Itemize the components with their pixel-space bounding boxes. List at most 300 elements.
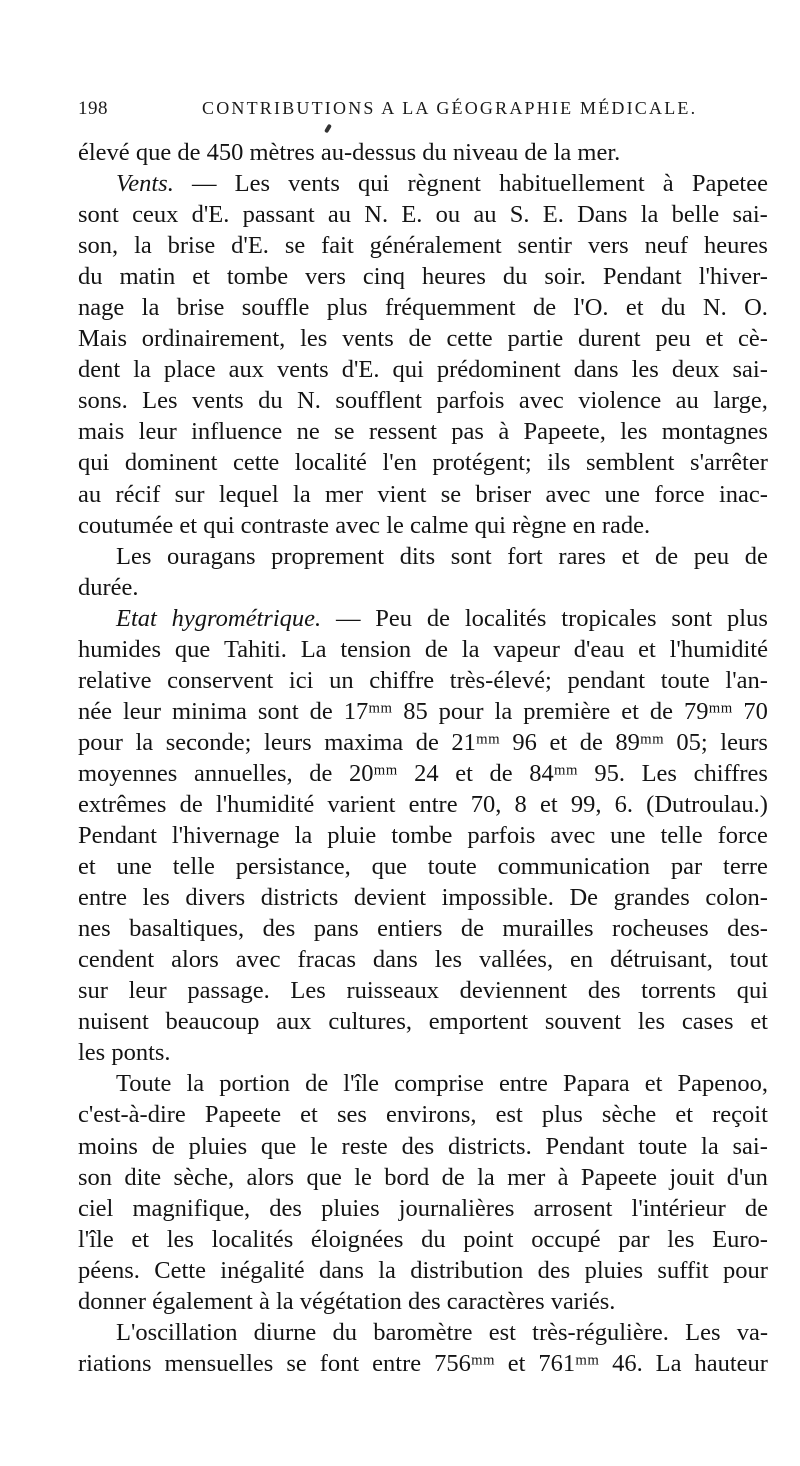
word: Mais <box>78 325 127 353</box>
text-line <box>78 851 768 882</box>
word: inac- <box>718 480 768 508</box>
word: baromètre <box>373 1318 473 1346</box>
word: annuelles, <box>193 759 293 787</box>
word: le <box>386 511 410 539</box>
word: par <box>618 1225 650 1253</box>
word: vers <box>305 263 346 291</box>
word: et <box>507 1349 526 1377</box>
word: fréquemment <box>384 294 516 322</box>
word: de <box>654 542 679 570</box>
word: qui <box>203 511 241 539</box>
text-line <box>78 913 768 944</box>
word: se <box>440 480 462 508</box>
word: 96 <box>512 728 537 756</box>
text-line <box>78 168 768 199</box>
word: nes <box>78 915 111 943</box>
word: conservent <box>167 666 274 694</box>
text-line <box>78 261 768 292</box>
word: maxima <box>324 728 404 756</box>
word: Peu <box>375 604 413 632</box>
word: hygrométrique. <box>171 604 322 632</box>
word: et <box>675 1101 694 1129</box>
word: comprise <box>394 1070 484 1098</box>
word: des <box>587 977 621 1005</box>
word: ils <box>547 449 571 477</box>
word: que <box>260 1132 297 1160</box>
word: inégalité <box>220 1256 305 1284</box>
word: le <box>354 1163 372 1191</box>
text-line <box>78 292 768 323</box>
word: vents <box>191 387 244 415</box>
word: ponts. <box>111 1039 171 1067</box>
word: d'eau <box>573 635 625 663</box>
word: va- <box>736 1318 768 1346</box>
word: est <box>495 1101 523 1129</box>
word: de <box>424 635 448 663</box>
word: plus <box>541 1101 583 1129</box>
word: durent <box>578 325 641 353</box>
word: neuf <box>644 232 689 260</box>
word: violence <box>578 387 662 415</box>
word: 70 <box>743 697 768 725</box>
word: dite <box>124 1163 162 1191</box>
word: les <box>166 1225 194 1253</box>
word: brise <box>167 232 216 260</box>
word: à <box>258 1287 276 1315</box>
word: de <box>441 1163 465 1191</box>
word: parfois <box>467 822 536 850</box>
word: pour <box>78 728 123 756</box>
word: ceux <box>132 201 179 229</box>
word: l'hiver- <box>698 263 768 291</box>
text-line <box>78 479 768 510</box>
word: sont <box>450 542 492 570</box>
word: de <box>426 604 450 632</box>
word: la <box>701 1132 719 1160</box>
word: son <box>78 1163 113 1191</box>
word: Les <box>142 387 178 415</box>
word: N. <box>702 294 727 322</box>
word: Dans <box>577 201 628 229</box>
word: prédominent <box>436 356 561 384</box>
word: le <box>310 1132 328 1160</box>
body-text <box>78 137 768 1379</box>
word: la <box>553 139 578 166</box>
word: dans <box>372 946 418 974</box>
word: briser <box>475 480 532 508</box>
word: cette <box>446 325 493 353</box>
word: vers <box>587 232 629 260</box>
word: et <box>549 728 568 756</box>
word: l'en <box>382 449 417 477</box>
word: peu <box>693 542 730 570</box>
word: sont <box>257 697 299 725</box>
word: et <box>625 294 644 322</box>
text-line <box>78 1224 768 1255</box>
word: communication <box>497 853 651 881</box>
word: une <box>116 853 152 881</box>
word: rade. <box>601 511 651 539</box>
word: règne <box>512 511 573 539</box>
word: O. <box>744 294 768 322</box>
word: vents <box>342 325 394 353</box>
word: de <box>309 759 333 787</box>
text-line <box>78 789 768 820</box>
word: et <box>192 263 210 291</box>
word: qui <box>474 511 513 539</box>
word: Tahiti. <box>223 635 287 663</box>
word: se <box>286 1349 307 1377</box>
word: leur <box>122 697 162 725</box>
text-line <box>78 137 768 168</box>
word: de <box>408 325 432 353</box>
word: leur <box>128 977 167 1005</box>
word: leurs <box>264 728 312 756</box>
text-line <box>78 510 768 541</box>
word: E. <box>401 201 423 229</box>
running-title: CONTRIBUTIONS A LA GÉOGRAPHIE MÉDICALE. <box>202 98 698 118</box>
word: les <box>78 1039 112 1067</box>
word: des <box>401 1132 435 1160</box>
word: avec <box>545 480 591 508</box>
text-line <box>78 1099 768 1130</box>
text-line <box>78 1193 768 1224</box>
word: la <box>378 1256 396 1284</box>
word: la <box>141 294 160 322</box>
word: d'E. <box>191 201 230 229</box>
word: grandes <box>613 884 690 912</box>
word: N. <box>297 387 321 415</box>
word: journalières <box>398 1194 515 1222</box>
page-number: 198 <box>78 98 108 119</box>
word: vient <box>377 480 427 508</box>
word: sur <box>78 977 108 1005</box>
word: Pendant <box>602 263 682 291</box>
text-line <box>78 727 768 758</box>
word: mensuelles <box>164 1349 274 1377</box>
word: chiffre <box>369 666 435 694</box>
text-line <box>78 230 768 261</box>
word: pas <box>451 418 484 446</box>
word: 99, <box>570 790 602 818</box>
word: ruisseaux <box>346 977 439 1005</box>
word: et <box>300 1101 318 1129</box>
word: du <box>661 294 686 322</box>
text-line <box>78 1162 768 1193</box>
word: minima <box>172 697 247 725</box>
word: contraste <box>240 511 336 539</box>
word: font <box>319 1349 360 1377</box>
word: les <box>620 418 648 446</box>
word: extrêmes <box>78 790 167 818</box>
word: née <box>78 697 112 725</box>
word: habituellement <box>499 170 645 198</box>
word: les <box>300 325 328 353</box>
word: plus <box>727 604 768 632</box>
word: mètres <box>249 139 321 166</box>
word: 6. <box>614 790 633 818</box>
word: toute <box>427 853 477 881</box>
word: 8 <box>514 790 527 818</box>
word: cendent <box>78 946 155 974</box>
word: et <box>179 511 204 539</box>
word: et <box>621 697 639 725</box>
word: du <box>421 1225 446 1253</box>
word: protégent; <box>432 449 532 477</box>
word: entre <box>408 790 458 818</box>
word: végétation <box>299 1287 408 1315</box>
word: au-dessus <box>320 139 423 166</box>
word: force <box>654 480 705 508</box>
word: cè- <box>737 325 768 353</box>
word: ne <box>296 418 320 446</box>
word: fort <box>507 542 543 570</box>
word: au <box>327 201 352 229</box>
word: emportent <box>428 1008 529 1036</box>
word: colon- <box>705 884 768 912</box>
word: et <box>705 325 724 353</box>
text-line <box>78 696 768 727</box>
word: Papeete <box>204 1101 282 1129</box>
word: reste <box>341 1132 388 1160</box>
word: torrents <box>641 977 717 1005</box>
word: 756ᵐᵐ <box>434 1349 495 1377</box>
word: semblent <box>586 449 675 477</box>
word: par <box>670 853 703 881</box>
word: variés. <box>550 1287 616 1315</box>
word: dans <box>318 1256 364 1284</box>
word: tropicales <box>561 604 657 632</box>
word: et <box>455 759 473 787</box>
word: sur <box>174 480 205 508</box>
word: (Dutroulau.) <box>646 790 768 818</box>
word: 20ᵐᵐ <box>349 759 398 787</box>
word: et <box>78 853 96 881</box>
word: passant <box>242 201 315 229</box>
word: la <box>461 635 480 663</box>
word: vents <box>277 356 329 384</box>
word: calme <box>410 511 475 539</box>
word: tombe <box>391 822 453 850</box>
word: Papara <box>562 1070 630 1098</box>
word: sons. <box>78 387 128 415</box>
word: point <box>463 1225 514 1253</box>
word: des <box>262 915 296 943</box>
word: pour <box>723 1256 768 1284</box>
word: moins <box>78 1132 138 1160</box>
word: nage <box>78 294 125 322</box>
word: sont <box>671 604 713 632</box>
word: niveau <box>452 139 525 166</box>
word: Papeete, <box>523 418 606 446</box>
word: pluies <box>188 1132 248 1160</box>
word: et <box>644 1070 663 1098</box>
word: varient <box>327 790 396 818</box>
word: — <box>335 604 361 632</box>
word: deux <box>671 356 720 384</box>
word: généralement <box>369 232 502 260</box>
word: la <box>135 728 154 756</box>
word: en <box>570 946 594 974</box>
word: sentir <box>517 232 572 260</box>
word: murailles <box>502 915 594 943</box>
word: pans <box>313 915 359 943</box>
word: 05; <box>676 728 708 756</box>
word: que <box>371 853 407 881</box>
word: 21ᵐᵐ <box>451 728 500 756</box>
word: large, <box>713 387 768 415</box>
text-line <box>78 416 768 447</box>
word: l'île <box>78 1225 114 1253</box>
word: Pendant <box>545 1132 625 1160</box>
word: soufflent <box>335 387 422 415</box>
word: 79ᵐᵐ <box>683 697 733 725</box>
text-line <box>78 323 768 354</box>
word: de <box>532 294 557 322</box>
word: avec <box>550 822 596 850</box>
word: Papetee <box>691 170 768 198</box>
word: portion <box>219 1070 291 1098</box>
word: détruisant, <box>610 946 713 974</box>
word: la <box>133 356 151 384</box>
word: — <box>191 170 217 198</box>
word: les <box>667 1225 695 1253</box>
word: 46. <box>612 1349 643 1377</box>
text-line <box>78 541 768 572</box>
word: brise <box>176 294 225 322</box>
word: souffle <box>241 294 310 322</box>
word: dits <box>399 542 436 570</box>
word: son, <box>78 232 119 260</box>
word: sèche, <box>173 1163 235 1191</box>
word: jouit <box>669 1163 715 1191</box>
word: pluies <box>584 1256 644 1284</box>
word: 24 <box>414 759 439 787</box>
text-line <box>78 758 768 789</box>
word: et <box>750 1008 768 1036</box>
word: entre <box>498 1070 548 1098</box>
word: ici <box>288 666 314 694</box>
word: que <box>135 139 178 166</box>
word: reçoit <box>712 1101 768 1129</box>
word: mer <box>507 1163 546 1191</box>
word: à <box>662 170 674 198</box>
word: mer <box>325 480 364 508</box>
word: beaucoup <box>165 1008 260 1036</box>
word: alors <box>246 1163 295 1191</box>
word: qui <box>736 977 768 1005</box>
word: ciel <box>78 1194 114 1222</box>
word: pour <box>438 697 484 725</box>
word: les <box>434 946 462 974</box>
word: est <box>488 1318 516 1346</box>
word: toute <box>660 666 710 694</box>
ink-mark <box>324 124 332 134</box>
word: de <box>649 697 674 725</box>
word: Vents. <box>116 170 174 198</box>
word: 70, <box>470 790 502 818</box>
word: ressent <box>368 418 437 446</box>
word: cases <box>681 1008 734 1036</box>
word: la <box>640 201 659 229</box>
word: et <box>621 542 640 570</box>
word: rocheuses <box>612 915 709 943</box>
word: N. <box>364 201 389 229</box>
word: force <box>717 822 768 850</box>
word: qui <box>358 170 390 198</box>
word: Euro- <box>712 1225 768 1253</box>
text-line <box>78 665 768 696</box>
word: se <box>284 232 306 260</box>
word: belle <box>671 201 720 229</box>
word: la <box>477 1163 495 1191</box>
word: humides <box>78 635 162 663</box>
text-line <box>78 1348 768 1379</box>
word: sai- <box>732 1132 768 1160</box>
word: sont <box>78 201 119 229</box>
word: distribution <box>410 1256 524 1284</box>
text-line <box>78 1317 768 1348</box>
word: partie <box>507 325 564 353</box>
text-line <box>78 1255 768 1286</box>
word: de <box>179 790 203 818</box>
word: règnent <box>407 170 481 198</box>
word: localités <box>211 1225 294 1253</box>
word: divers <box>185 884 246 912</box>
word: l'île <box>343 1070 379 1098</box>
word: leur <box>138 418 177 446</box>
word: de <box>460 915 484 943</box>
word: s'arrêter <box>690 449 768 477</box>
word: au <box>78 480 102 508</box>
word: de <box>744 542 768 570</box>
word: Papenoo, <box>677 1070 768 1098</box>
word: de <box>305 1070 329 1098</box>
word: ou <box>435 201 461 229</box>
word: de <box>579 728 603 756</box>
word: persistance, <box>235 853 351 881</box>
word: proprement <box>271 542 385 570</box>
word: Papeete <box>580 1163 658 1191</box>
word: nuisent <box>78 1008 149 1036</box>
word: l'intérieur <box>631 1194 726 1222</box>
word: telle <box>172 853 215 881</box>
word: c'est-à-dire <box>78 1101 186 1129</box>
word: ses <box>336 1101 367 1129</box>
word: entre <box>78 884 127 912</box>
word: donner <box>78 1287 153 1315</box>
word: 84ᵐᵐ <box>529 759 578 787</box>
word: du <box>258 387 283 415</box>
text-line <box>78 1037 768 1068</box>
word: Les <box>685 1318 721 1346</box>
word: soir. <box>544 263 586 291</box>
word: moyennes <box>78 759 178 787</box>
word: entre <box>372 1349 422 1377</box>
word: d'E. <box>231 232 269 260</box>
word: Toute <box>116 1070 172 1098</box>
word: 17ᵐᵐ <box>343 697 393 725</box>
word: à <box>498 418 510 446</box>
text-line <box>78 944 768 975</box>
word: très-élevé; <box>449 666 552 694</box>
word: aux <box>276 1008 312 1036</box>
word: heures <box>421 263 486 291</box>
word: rares <box>558 542 606 570</box>
word: l'humidité <box>669 635 768 663</box>
word: bord <box>384 1163 430 1191</box>
word: les <box>142 884 170 912</box>
